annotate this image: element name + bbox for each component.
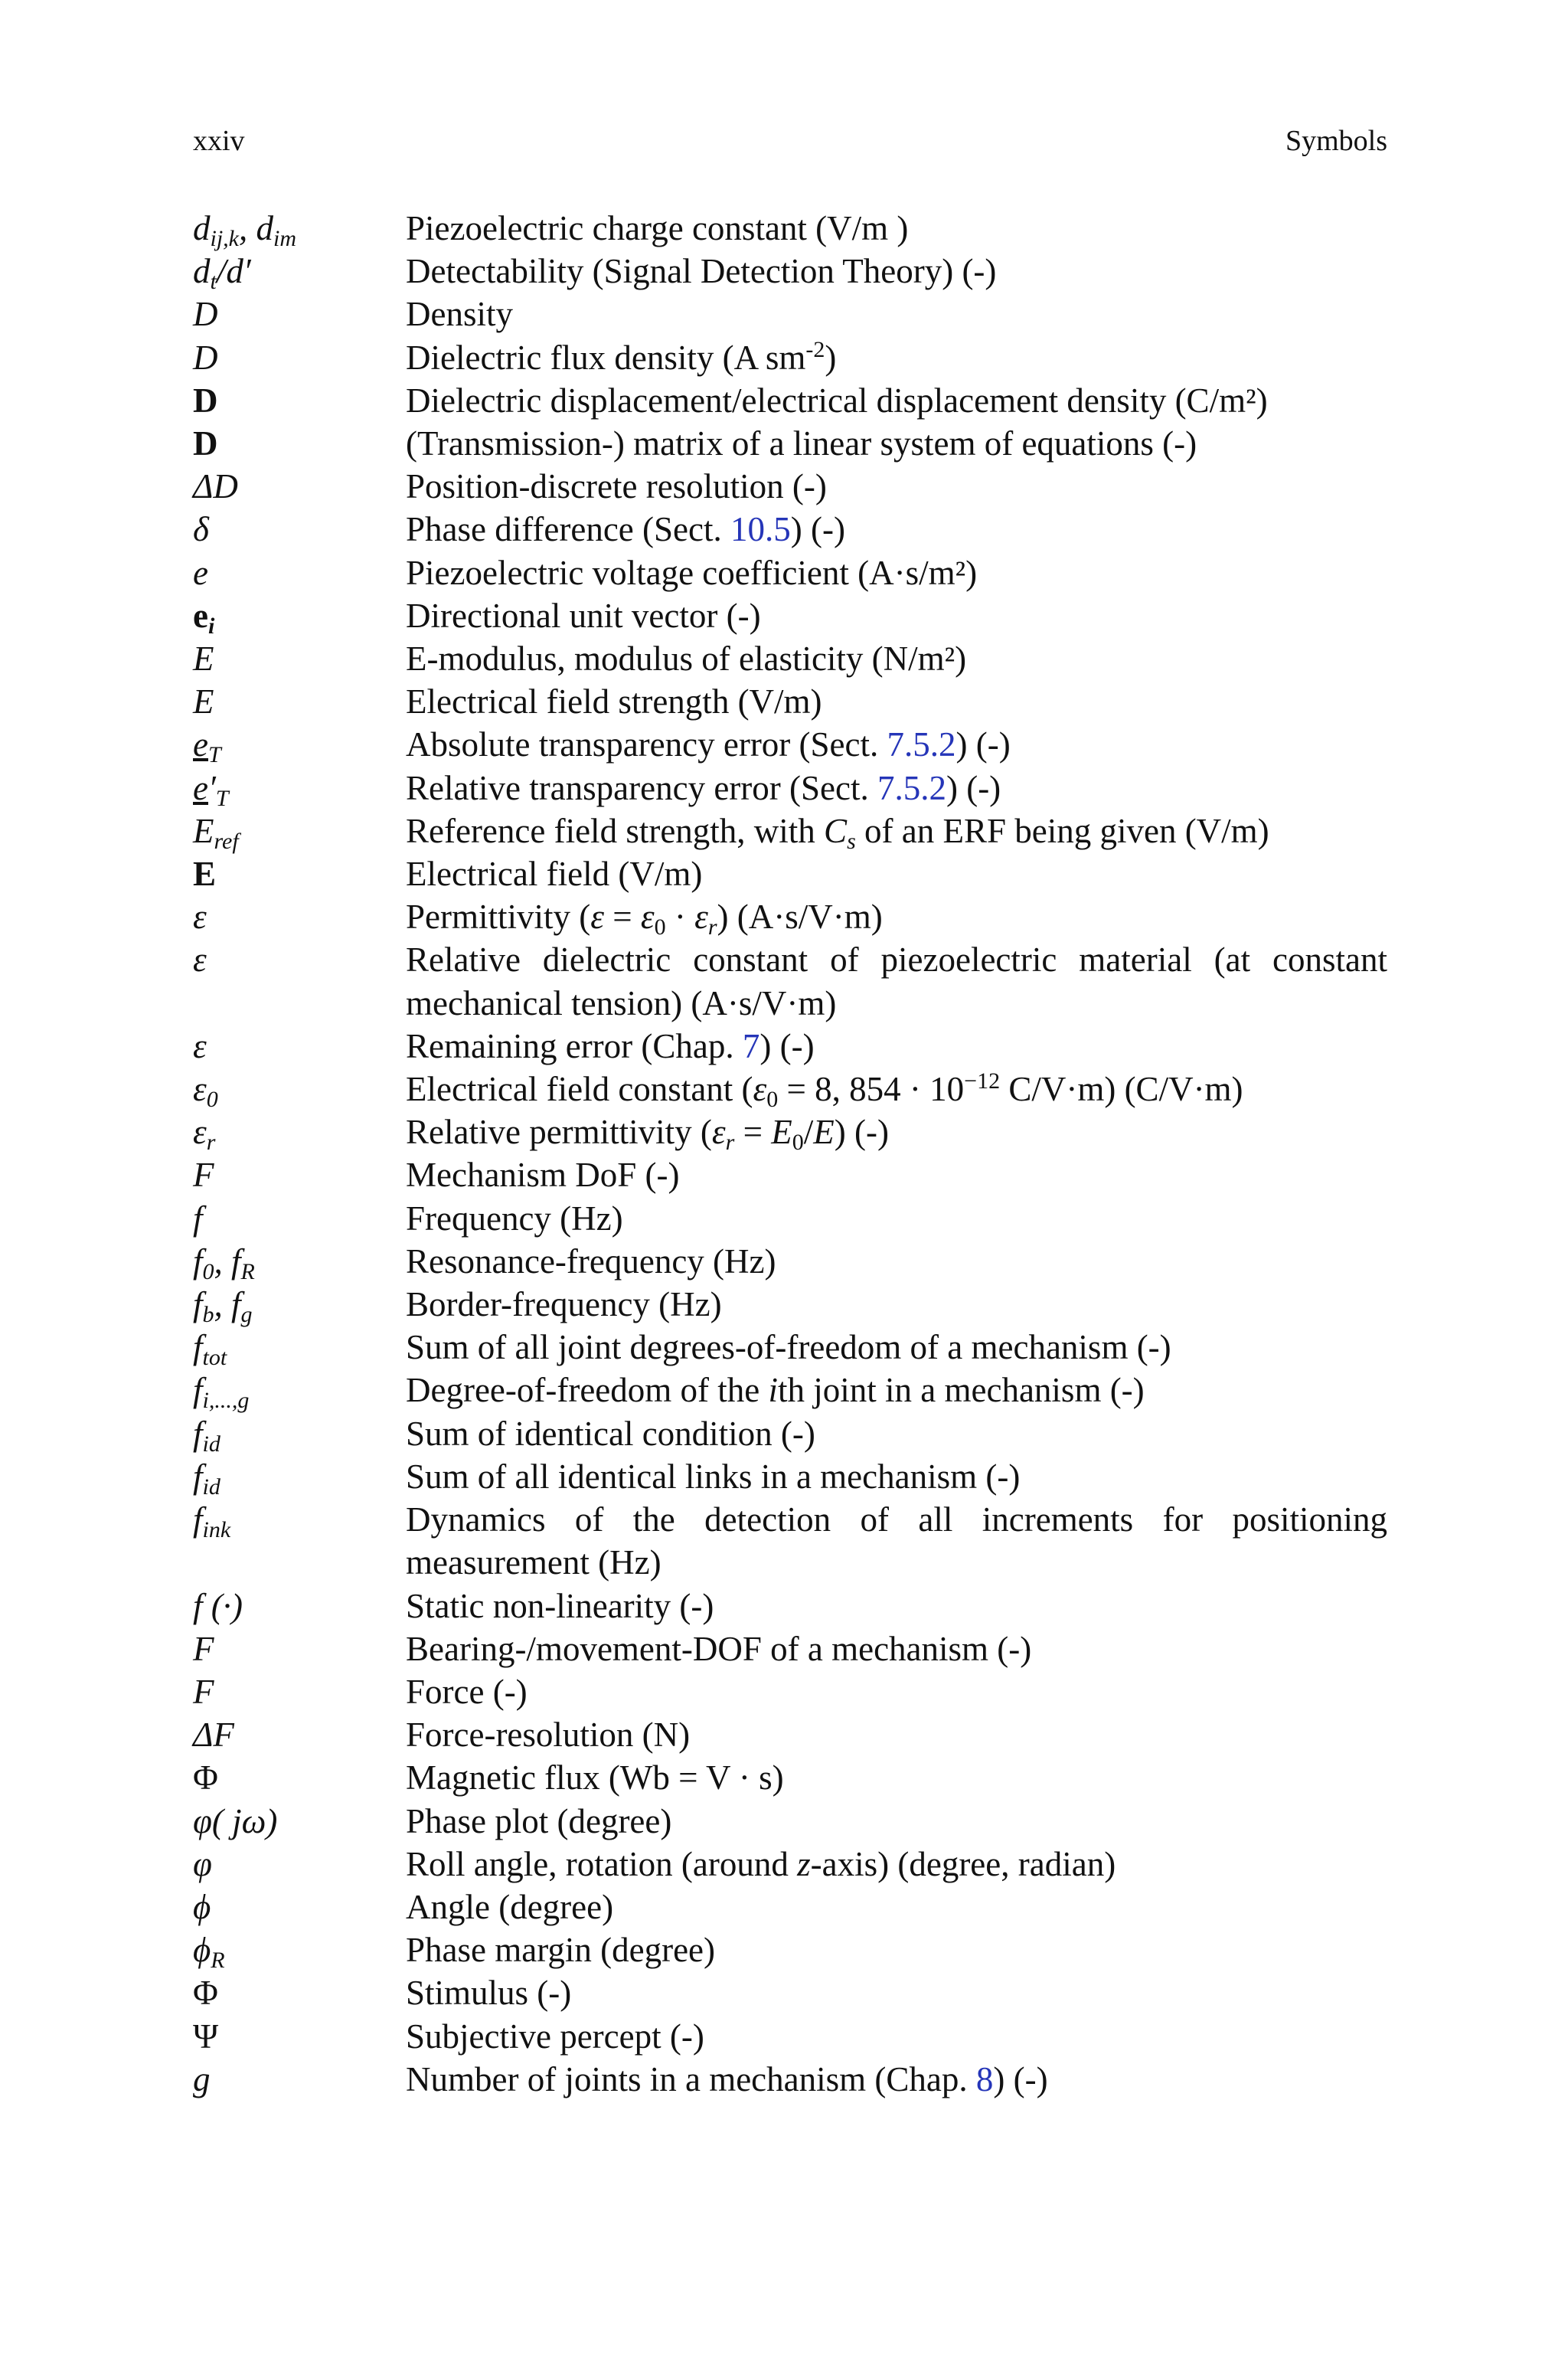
- symbol-description: Sum of all identical links in a mechanism (-): [406, 1457, 1021, 1496]
- symbol: $e_T$: [193, 725, 221, 768]
- symbol-entry: [193, 508, 1387, 551]
- symbol: E: [193, 682, 214, 721]
- symbol-description: Relative permittivity $(\varepsilon_r = E_0/E)$ (-): [406, 1113, 889, 1156]
- symbol: D: [193, 295, 218, 334]
- page-number: xxiv: [193, 125, 245, 157]
- symbol: f (·): [193, 1586, 243, 1625]
- symbol-description: Mechanism DoF (-): [406, 1156, 680, 1195]
- symbol-entry: [193, 1283, 1387, 1326]
- symbol: e: [193, 553, 208, 592]
- symbol-entry: [193, 1110, 1387, 1156]
- symbol-description: Dielectric displacement/electrical displacement density (C/m²): [406, 381, 1268, 420]
- symbol-entry: [193, 938, 1387, 1024]
- symbol-description: Subjective percept (-): [406, 2017, 704, 2056]
- symbol-entry: [193, 723, 1387, 766]
- page-header: [193, 123, 1387, 159]
- symbol: φ( jω): [193, 1801, 278, 1840]
- running-title: Symbols: [1285, 125, 1387, 157]
- symbol-description: Density: [406, 295, 513, 334]
- symbol-entry: [193, 551, 1387, 594]
- symbol-entry: [193, 422, 1387, 465]
- symbol: $e'_T$: [193, 768, 229, 811]
- symbol-description: Magnetic flux (Wb = V · s): [406, 1758, 784, 1797]
- symbol: $f_{i,...,g}$: [193, 1371, 250, 1414]
- symbol-description: Roll angle, rotation (around z-axis) (degree, radian): [406, 1844, 1116, 1883]
- symbol: $\varepsilon_0$: [193, 1070, 218, 1113]
- symbol: ΔD: [193, 467, 238, 506]
- symbol-description: Electrical field (V/m): [406, 855, 703, 894]
- symbol-entry: [193, 1455, 1387, 1498]
- symbol-description: Bearing-/movement-DOF of a mechanism (-): [406, 1629, 1032, 1668]
- symbol-entry: [193, 1843, 1387, 1886]
- symbol: ε: [193, 940, 207, 980]
- symbol-entry: [193, 767, 1387, 810]
- symbol-entry: [193, 1498, 1387, 1584]
- symbol: f: [193, 1199, 203, 1238]
- symbol: ε: [193, 1026, 207, 1065]
- symbol-description: Remaining error (Chap. 7) (-): [406, 1026, 815, 1065]
- symbol: $e_i$: [193, 596, 215, 639]
- symbol-entry: [193, 250, 1387, 293]
- symbol-description: Static non-linearity (-): [406, 1586, 714, 1625]
- symbol: $f_b$, $f_g$: [193, 1285, 253, 1328]
- symbol-description: Phase plot (degree): [406, 1801, 672, 1840]
- symbol-description: Directional unit vector (-): [406, 596, 761, 635]
- symbol-entry: [193, 1240, 1387, 1283]
- symbol: δ: [193, 510, 209, 549]
- symbol: g: [193, 2059, 211, 2098]
- symbol: D: [193, 338, 218, 377]
- symbol-entry: [193, 1627, 1387, 1670]
- symbol-description: Stimulus (-): [406, 1974, 572, 2013]
- symbol-description: Phase difference (Sect. 10.5) (-): [406, 510, 845, 549]
- symbol-entry: [193, 1886, 1387, 1928]
- symbol-description: Force-resolution (N): [406, 1716, 691, 1755]
- symbol-entry: [193, 1756, 1387, 1799]
- symbol-description: Force (-): [406, 1672, 528, 1711]
- symbol-entry: [193, 2058, 1387, 2101]
- symbol-entry: [193, 594, 1387, 637]
- symbol: ε: [193, 898, 207, 937]
- symbol: $d_{ij,k}$, $d_{im}$: [193, 209, 296, 251]
- symbol-description: E-modulus, modulus of elasticity (N/m²): [406, 639, 967, 679]
- symbol-description: Absolute transparency error (Sect. 7.5.2) (-): [406, 725, 1011, 764]
- symbol-entry: [193, 680, 1387, 723]
- symbol-description: Reference field strength, with $C_s$ of an ERF being given (V/m): [406, 811, 1269, 854]
- symbol: D: [193, 424, 218, 463]
- symbol-entry: [193, 637, 1387, 680]
- symbol: $f_{id}$: [193, 1414, 220, 1457]
- symbol-entry: [193, 2015, 1387, 2058]
- symbol-entry: [193, 336, 1387, 379]
- symbol-entry: [193, 465, 1387, 508]
- symbol-description: Position-discrete resolution (-): [406, 467, 827, 506]
- symbol-description: Electrical field constant ($\varepsilon_0 = 8$, $854 \cdot 10^{-12}$ C/V·m) (C/V·m): [406, 1068, 1243, 1113]
- symbol: Ψ: [193, 2017, 219, 2056]
- symbol: $d_t/d'$: [193, 252, 251, 295]
- symbol-description: Dynamics of the detection of all increments for positioning measurement (Hz): [406, 1500, 1387, 1582]
- symbol: ΔF: [193, 1716, 234, 1755]
- symbol-description: Electrical field strength (V/m): [406, 682, 822, 721]
- symbol-entry: [193, 852, 1387, 895]
- symbol: F: [193, 1629, 214, 1668]
- symbol: D: [193, 381, 218, 420]
- symbol-description: (Transmission-) matrix of a linear system of equations (-): [406, 424, 1197, 463]
- symbol-entry: [193, 1369, 1387, 1414]
- symbol-entry: [193, 207, 1387, 250]
- symbol-description: Relative dielectric constant of piezoelectric material (at constant mechanical tension) (A·s/V·m): [406, 940, 1387, 1022]
- symbol: E: [193, 639, 214, 679]
- symbol-entry: [193, 1971, 1387, 2014]
- symbol-entry: [193, 895, 1387, 938]
- symbol-description: Phase margin (degree): [406, 1931, 716, 1970]
- symbol-description: Piezoelectric charge constant (V/m ): [406, 209, 909, 247]
- symbol-description: Dielectric flux density (A $sm^{-2}$): [406, 336, 837, 377]
- symbol-description: Detectability (Signal Detection Theory) (-): [406, 252, 997, 291]
- symbol-entry: [193, 1928, 1387, 1974]
- symbol: $f_{tot}$: [193, 1328, 227, 1371]
- symbol-description: Border-frequency (Hz): [406, 1285, 722, 1324]
- symbol: Φ: [193, 1974, 218, 2013]
- symbol-list: [193, 207, 1387, 2101]
- symbol-entry: [193, 1800, 1387, 1843]
- symbol: ϕ: [193, 1887, 211, 1926]
- symbol-entry: [193, 1713, 1387, 1756]
- symbol: Φ: [193, 1758, 218, 1797]
- symbol-description: Piezoelectric voltage coefficient (A·s/m²): [406, 553, 978, 592]
- symbol: $f_{ink}$: [193, 1500, 231, 1543]
- symbol: F: [193, 1672, 214, 1711]
- symbol-entry: [193, 1025, 1387, 1068]
- symbol-description: Sum of all joint degrees-of-freedom of a mechanism (-): [406, 1328, 1171, 1367]
- symbol-description: Relative transparency error (Sect. 7.5.2) (-): [406, 768, 1001, 807]
- symbol: $f_{id}$: [193, 1457, 220, 1500]
- symbol-entry: [193, 1670, 1387, 1713]
- symbol: E: [193, 855, 217, 894]
- symbol-entry: [193, 1412, 1387, 1455]
- symbol-description: Number of joints in a mechanism (Chap. 8) (-): [406, 2059, 1048, 2098]
- symbol-description: Frequency (Hz): [406, 1199, 623, 1238]
- symbol-description: Degree-of-freedom of the ith joint in a mechanism (-): [406, 1371, 1145, 1410]
- symbol-entry: [193, 1068, 1387, 1113]
- symbol-description: Resonance-frequency (Hz): [406, 1241, 776, 1281]
- symbol: φ: [193, 1844, 212, 1883]
- symbol-entry: [193, 1197, 1387, 1240]
- symbol-entry: [193, 810, 1387, 852]
- symbol: $\varepsilon_r$: [193, 1113, 216, 1156]
- symbol-entry: [193, 293, 1387, 335]
- symbol-description: Sum of identical condition (-): [406, 1414, 815, 1453]
- symbol: $f_0$, $f_R$: [193, 1241, 255, 1284]
- symbol-entry: [193, 1326, 1387, 1369]
- symbol-description: Angle (degree): [406, 1887, 614, 1926]
- symbol: F: [193, 1156, 214, 1195]
- symbol-entry: [193, 1585, 1387, 1627]
- symbol-entry: [193, 379, 1387, 422]
- symbol-description: Permittivity $(\varepsilon = \varepsilon_0 \cdot \varepsilon_r)$ (A·s/V·m): [406, 898, 883, 940]
- symbol: $\phi_R$: [193, 1931, 225, 1974]
- symbol-entry: [193, 1153, 1387, 1196]
- symbol: $E_{ref}$: [193, 811, 239, 854]
